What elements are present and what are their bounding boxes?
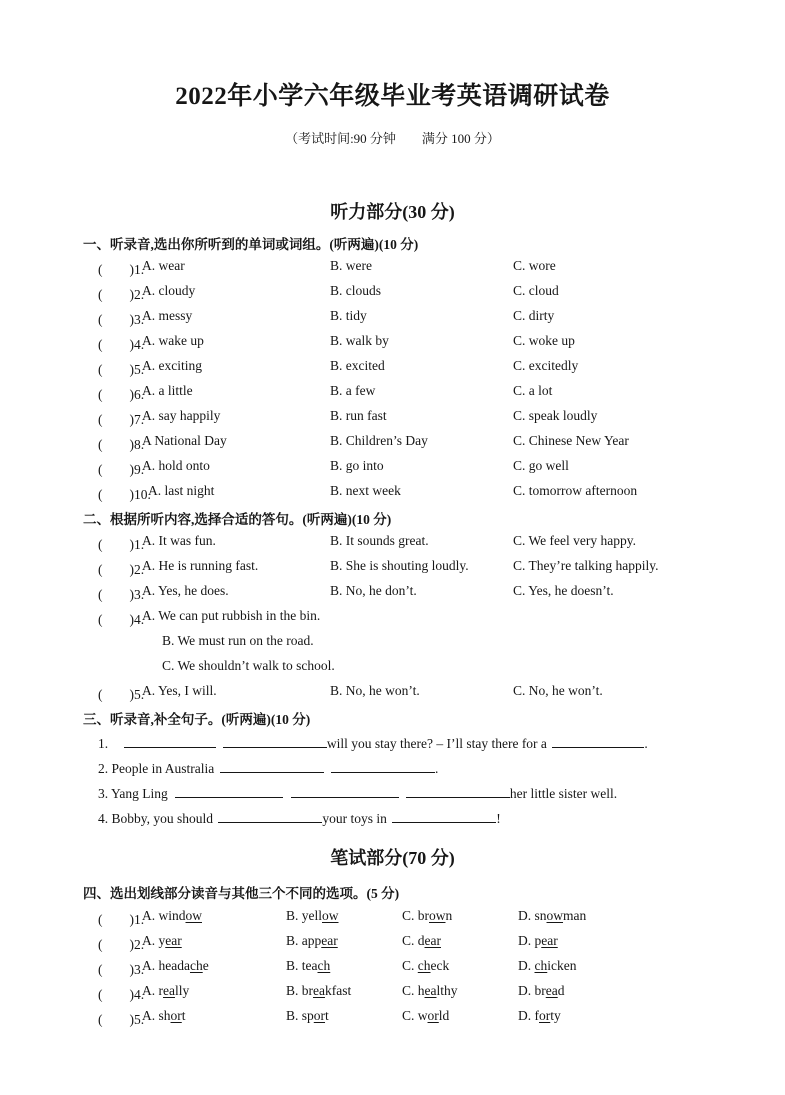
question-row	[0, 983, 785, 1003]
option-c: C. They’re talking happily.	[513, 558, 659, 573]
option-a: A. exciting	[142, 358, 202, 373]
sentence-end: .	[434, 761, 439, 776]
option-c: C. We shouldn’t walk to school.	[162, 658, 335, 673]
option-c: C. dirty	[513, 308, 555, 323]
option-a: A. short	[142, 1008, 186, 1023]
option-a: A. cloudy	[142, 283, 196, 298]
question-row	[0, 433, 785, 453]
option-a: A. messy	[142, 308, 193, 323]
option-b: B. yellow	[286, 908, 339, 923]
option-a: A. wake up	[142, 333, 204, 348]
sentence-text: will you stay there? – I’ll stay there for a	[326, 736, 547, 751]
question-number: ( )7.	[98, 412, 145, 427]
question-number: ( )5.	[98, 687, 145, 702]
option-a: A. year	[142, 933, 182, 948]
option-b: B. tidy	[330, 308, 367, 323]
question-row-continued	[0, 658, 785, 678]
option-d: D. pear	[518, 933, 558, 948]
option-b: B. next week	[330, 483, 401, 498]
question-row	[0, 683, 785, 703]
question-row	[0, 308, 785, 328]
option-a: A. wear	[142, 258, 185, 273]
option-a: A. Yes, I will.	[142, 683, 217, 698]
listening-part-title: 听力部分(30 分)	[330, 202, 455, 222]
option-d: D. snowman	[518, 908, 587, 923]
question-number: ( )3.	[98, 587, 145, 602]
option-b: B. were	[330, 258, 372, 273]
option-a: A. window	[142, 908, 202, 923]
option-c: C. cloud	[513, 283, 559, 298]
question-row	[0, 533, 785, 553]
option-b: B. Children’s Day	[330, 433, 428, 448]
question-number: ( )1.	[98, 912, 145, 927]
option-a: A National Day	[142, 433, 227, 448]
exam-title: 2022年小学六年级毕业考英语调研试卷	[175, 83, 610, 110]
option-b: B. go into	[330, 458, 384, 473]
sentence-end: !	[496, 811, 501, 826]
option-a: A. say happily	[142, 408, 221, 423]
writing-part-title: 笔试部分(70 分)	[330, 848, 455, 868]
option-b: B. run fast	[330, 408, 387, 423]
question-row	[0, 283, 785, 303]
answer-blank[interactable]	[218, 808, 322, 823]
option-c: C. healthy	[402, 983, 458, 998]
option-b: B. She is shouting loudly.	[330, 558, 469, 573]
answer-blank[interactable]	[331, 758, 435, 773]
question-number: ( )3.	[98, 962, 145, 977]
sentence-2	[98, 758, 438, 777]
option-c: C. We feel very happy.	[513, 533, 636, 548]
option-c: C. Chinese New Year	[513, 433, 629, 448]
answer-blank[interactable]	[392, 808, 496, 823]
option-b: B. No, he don’t.	[330, 583, 417, 598]
option-b: B. It sounds great.	[330, 533, 429, 548]
sentence-4	[98, 808, 501, 827]
option-a: A. last night	[148, 483, 215, 498]
question-row	[0, 608, 785, 628]
option-a: A. headache	[142, 958, 209, 973]
question-number: ( )6.	[98, 387, 145, 402]
section2-heading: 二、根据所听内容,选择合适的答句。(听两遍)(10 分)	[83, 512, 392, 527]
question-row-continued	[0, 633, 785, 653]
answer-blank[interactable]	[175, 783, 283, 798]
option-d: D. forty	[518, 1008, 561, 1023]
option-c: C. brown	[402, 908, 453, 923]
option-b: B. appear	[286, 933, 338, 948]
option-a: A. He is running fast.	[142, 558, 259, 573]
question-number: ( )1.	[98, 262, 145, 277]
sentence-text: her little sister well.	[509, 786, 618, 801]
question-number: ( )9.	[98, 462, 145, 477]
option-b: B. We must run on the road.	[162, 633, 314, 648]
option-c: C. wore	[513, 258, 556, 273]
question-row	[0, 408, 785, 428]
question-number: ( )10.	[98, 487, 151, 502]
option-a: A. Yes, he does.	[142, 583, 229, 598]
section3-heading: 三、听录音,补全句子。(听两遍)(10 分)	[83, 712, 311, 727]
option-c: C. go well	[513, 458, 569, 473]
option-b: B. walk by	[330, 333, 389, 348]
sentence-1	[98, 733, 648, 752]
sentence-text: 2. People in Australia	[98, 761, 215, 776]
question-row	[0, 383, 785, 403]
question-row	[0, 583, 785, 603]
option-c: C. No, he won’t.	[513, 683, 603, 698]
question-row	[0, 958, 785, 978]
option-b: B. teach	[286, 958, 331, 973]
option-c: C. check	[402, 958, 450, 973]
question-number: ( )5.	[98, 1012, 145, 1027]
option-d: D. bread	[518, 983, 565, 998]
option-c: C. tomorrow afternoon	[513, 483, 638, 498]
answer-blank[interactable]	[291, 783, 399, 798]
option-a: A. We can put rubbish in the bin.	[142, 608, 321, 623]
option-c: C. a lot	[513, 383, 553, 398]
answer-blank[interactable]	[124, 733, 216, 748]
option-c: C. woke up	[513, 333, 575, 348]
sentence-end: .	[644, 736, 648, 751]
question-number: ( )2.	[98, 562, 145, 577]
option-c: C. world	[402, 1008, 450, 1023]
option-c: C. excitedly	[513, 358, 579, 373]
sentence-3	[98, 783, 617, 802]
option-b: B. sport	[286, 1008, 329, 1023]
option-a: A. a little	[142, 383, 193, 398]
question-number: ( )4.	[98, 337, 145, 352]
option-c: C. speak loudly	[513, 408, 598, 423]
answer-blank[interactable]	[220, 758, 324, 773]
question-row	[0, 458, 785, 478]
question-number: ( )5.	[98, 362, 145, 377]
question-row	[0, 1008, 785, 1028]
option-b: B. No, he won’t.	[330, 683, 420, 698]
question-row	[0, 258, 785, 278]
answer-blank[interactable]	[406, 783, 510, 798]
option-a: A. really	[142, 983, 190, 998]
exam-subtitle: （考试时间:90 分钟 满分 100 分）	[285, 131, 500, 146]
section1-heading: 一、听录音,选出你所听到的单词或词组。(听两遍)(10 分)	[83, 237, 419, 252]
question-row	[0, 358, 785, 378]
question-number: ( )1.	[98, 537, 145, 552]
question-number: ( )8.	[98, 437, 145, 452]
option-a: A. hold onto	[142, 458, 210, 473]
option-c: C. Yes, he doesn’t.	[513, 583, 614, 598]
option-b: B. a few	[330, 383, 376, 398]
question-number: ( )4.	[98, 612, 145, 627]
sentence-text: 4. Bobby, you should	[98, 811, 214, 826]
question-number: ( )2.	[98, 937, 145, 952]
question-number: ( )2.	[98, 287, 145, 302]
answer-blank[interactable]	[223, 733, 327, 748]
question-number: ( )4.	[98, 987, 145, 1002]
answer-blank[interactable]	[552, 733, 644, 748]
question-row	[0, 933, 785, 953]
question-row	[0, 908, 785, 928]
question-number: ( )3.	[98, 312, 145, 327]
question-row	[0, 333, 785, 353]
question-row	[0, 483, 785, 503]
sentence-number: 1.	[98, 736, 109, 751]
sentence-text: 3. Yang Ling	[98, 786, 168, 801]
sentence-text: your toys in	[322, 811, 387, 826]
option-c: C. dear	[402, 933, 441, 948]
option-b: B. excited	[330, 358, 385, 373]
option-a: A. It was fun.	[142, 533, 216, 548]
option-d: D. chicken	[518, 958, 577, 973]
option-b: B. breakfast	[286, 983, 352, 998]
section4-heading: 四、选出划线部分读音与其他三个不同的选项。(5 分)	[83, 886, 400, 901]
question-row	[0, 558, 785, 578]
option-b: B. clouds	[330, 283, 382, 298]
